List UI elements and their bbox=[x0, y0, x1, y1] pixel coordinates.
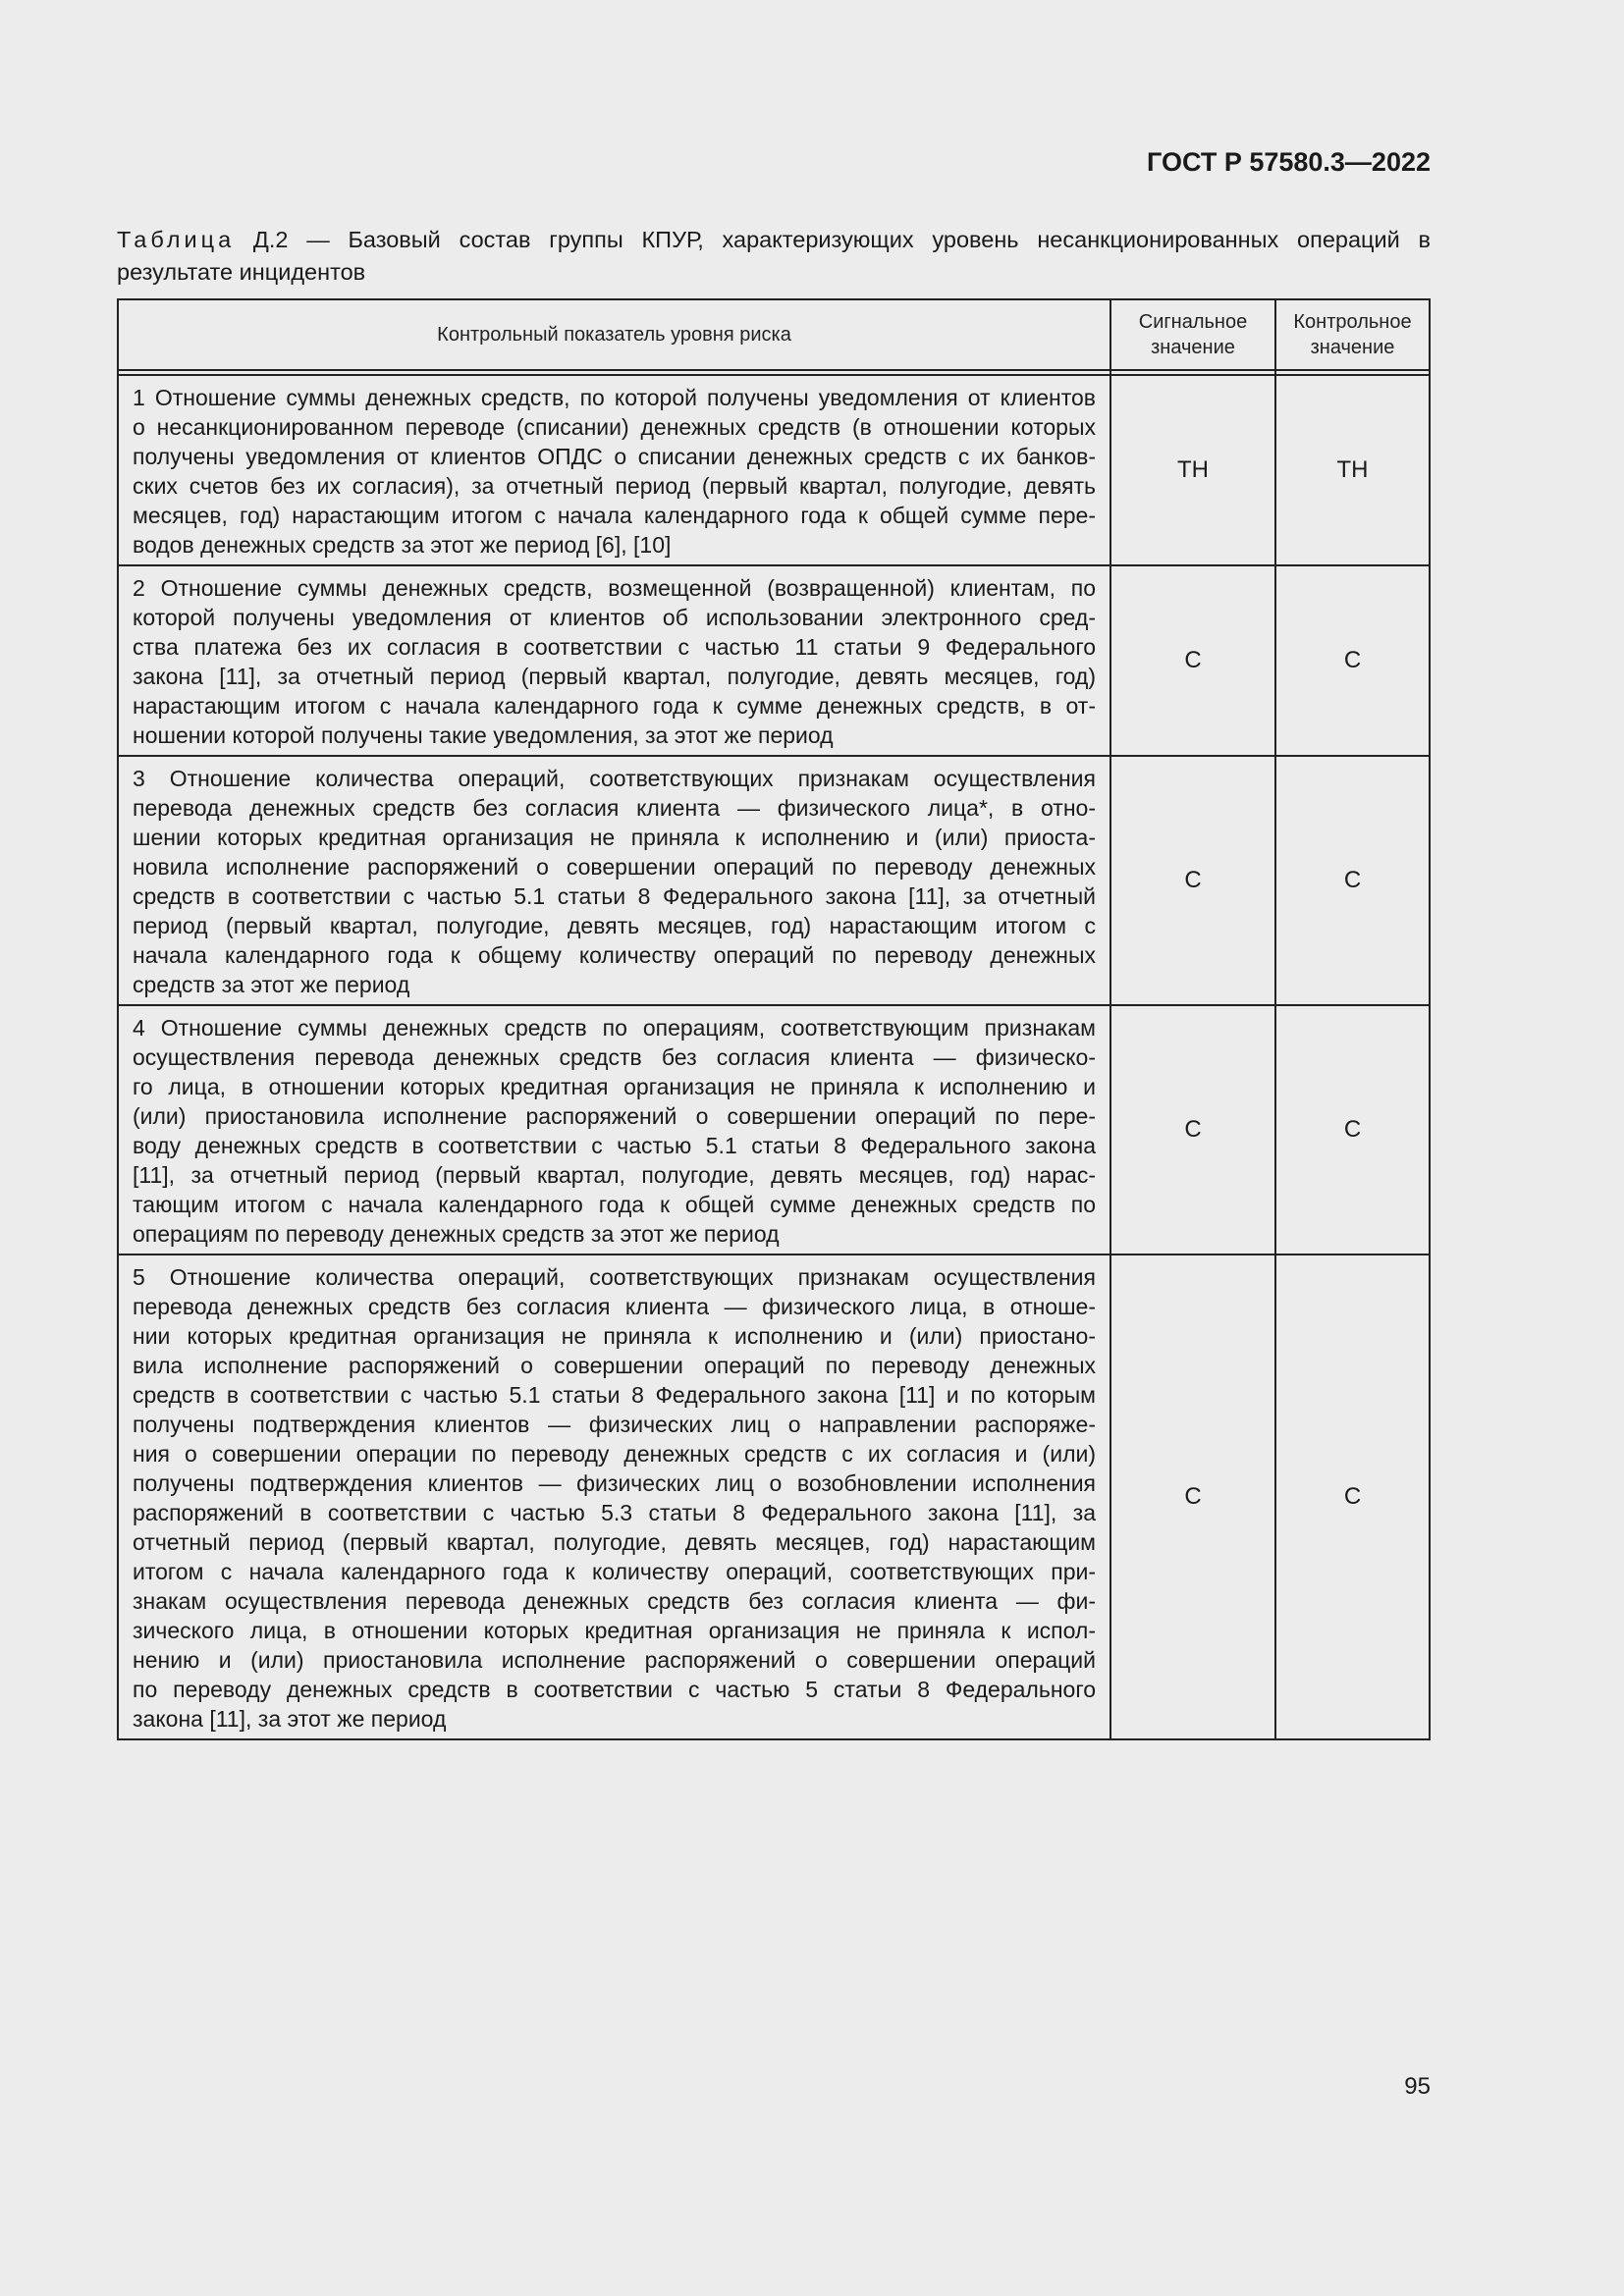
indicator-text-line: тающим итогом с начала календарного года к общей сумме денежных средств по bbox=[133, 1192, 1096, 1217]
indicator-text-line: зического лица, в отношении которых кредитная организация не приняла к испол- bbox=[133, 1618, 1096, 1643]
control-value-cell: С bbox=[1275, 1255, 1430, 1739]
indicator-text-line: воду денежных средств в соответствии с частью 5.1 статьи 8 Федерального закона bbox=[133, 1133, 1096, 1158]
column-header-signal: Сигнальное значение bbox=[1110, 299, 1275, 370]
indicator-text-line: ния о совершении операции по переводу денежных средств с их согласия и (или) bbox=[133, 1441, 1096, 1467]
column-header-control: Контрольное значение bbox=[1275, 299, 1430, 370]
indicator-text-line: осуществления перевода денежных средств без согласия клиента — физическо- bbox=[133, 1044, 1096, 1070]
control-value-cell: С bbox=[1275, 1005, 1430, 1255]
indicator-text-line: отчетный период (первый квартал, полугодие, девять месяцев, год) нарастающим bbox=[133, 1529, 1096, 1555]
indicator-text-line: 1 Отношение суммы денежных средств, по которой получены уведомления от клиентов bbox=[133, 385, 1096, 410]
indicator-text-line: получены уведомления от клиентов ОПДС о списании денежных средств с их банков- bbox=[133, 444, 1096, 469]
indicator-text-line: перевода денежных средств без согласия клиента — физического лица, в отноше- bbox=[133, 1294, 1096, 1319]
indicator-text-line: знакам осуществления перевода денежных средств без согласия клиента — фи- bbox=[133, 1588, 1096, 1614]
indicator-text-line: период (первый квартал, полугодие, девять месяцев, год) нарастающим итогом с bbox=[133, 913, 1096, 938]
signal-value-cell: С bbox=[1110, 1005, 1275, 1255]
indicator-text-line: распоряжений в соответствии с частью 5.3 статьи 8 Федерального закона [11], за bbox=[133, 1500, 1096, 1525]
indicator-text-line: шении которых кредитная организация не приняла к исполнению и (или) приоста- bbox=[133, 825, 1096, 850]
control-value-cell: ТН bbox=[1275, 375, 1430, 565]
indicator-text-line: [11], за отчетный период (первый квартал, полугодие, девять месяцев, год) нарас- bbox=[133, 1162, 1096, 1188]
indicator-text-line: закона [11], за отчетный период (первый квартал, полугодие, девять месяцев, год) bbox=[133, 664, 1096, 689]
indicator-text-line: вила исполнение распоряжений о совершении операций по переводу денежных bbox=[133, 1353, 1096, 1378]
indicator-text-line: закона [11], за этот же период bbox=[133, 1706, 447, 1732]
control-value-cell: С bbox=[1275, 565, 1430, 756]
indicator-text-line: (или) приостановила исполнение распоряжений о совершении операций по пере- bbox=[133, 1103, 1096, 1129]
indicator-text-line: месяцев, год) нарастающим итогом с начала календарного года к общей сумме пере- bbox=[133, 503, 1096, 528]
indicator-text-line: средств в соответствии с частью 5.1 статьи 8 Федерального закона [11] и по которым bbox=[133, 1382, 1096, 1408]
indicator-text-line: 5 Отношение количества операций, соответствующих признакам осуществления bbox=[133, 1264, 1096, 1290]
indicator-text-line: новила исполнение распоряжений о совершении операций по переводу денежных bbox=[133, 854, 1096, 880]
indicator-text-line: начала календарного года к общему количеству операций по переводу денежных bbox=[133, 942, 1096, 968]
table-row bbox=[118, 756, 1430, 1005]
indicator-text-line: получены подтверждения клиентов — физических лиц о направлении распоряже- bbox=[133, 1412, 1096, 1437]
indicator-text-line: нии которых кредитная организация не приняла к исполнению и (или) приостано- bbox=[133, 1323, 1096, 1349]
indicator-text-line: итогом с начала календарного года к количеству операций, соответствующих при- bbox=[133, 1559, 1096, 1584]
indicator-cell bbox=[118, 1005, 1110, 1255]
indicator-text-line: го лица, в отношении которых кредитная организация не приняла к исполнению и bbox=[133, 1074, 1096, 1099]
table-header-row bbox=[118, 299, 1430, 370]
indicator-cell bbox=[118, 565, 1110, 756]
page-number: 95 bbox=[1404, 2073, 1431, 2100]
indicator-text-line: ства платежа без их согласия в соответствии с частью 11 статьи 9 Федерального bbox=[133, 634, 1096, 660]
signal-value-cell: С bbox=[1110, 756, 1275, 1005]
indicator-cell bbox=[118, 375, 1110, 565]
indicator-text-line: водов денежных средств за этот же период [6], [10] bbox=[133, 532, 672, 558]
indicator-text-line: по переводу денежных средств в соответствии с частью 5 статьи 8 Федерального bbox=[133, 1677, 1096, 1702]
indicator-text-line: перевода денежных средств без согласия клиента — физического лица*, в отно- bbox=[133, 795, 1096, 821]
table-row bbox=[118, 565, 1430, 756]
indicator-text-line: операциям по переводу денежных средств за этот же период bbox=[133, 1221, 780, 1247]
indicator-text-line: 2 Отношение суммы денежных средств, возмещенной (возвращенной) клиентам, по bbox=[133, 575, 1096, 601]
indicator-text-line: средств в соответствии с частью 5.1 статьи 8 Федерального закона [11], за отчетный bbox=[133, 883, 1096, 909]
caption-text-2: результате инцидентов bbox=[117, 259, 366, 285]
indicator-text-line: 4 Отношение суммы денежных средств по операциям, соответствующим признакам bbox=[133, 1015, 1096, 1041]
standard-number: ГОСТ Р 57580.3—2022 bbox=[1147, 147, 1431, 177]
indicator-text-line: о несанкционированном переводе (списании) денежных средств (в отношении которых bbox=[133, 414, 1096, 440]
caption-text: Д.2 — Базовый состав группы КПУР, характеризующих уровень несанкционированных операций в bbox=[235, 227, 1431, 252]
table-row bbox=[118, 1255, 1430, 1739]
indicator-text-line: ских счетов без их согласия), за отчетный период (первый квартал, полугодие, девять bbox=[133, 473, 1096, 499]
indicator-text-line: нению и (или) приостановила исполнение распоряжений о совершении операций bbox=[133, 1647, 1096, 1673]
indicator-text-line: нарастающим итогом с начала календарного года к сумме денежных средств, в от- bbox=[133, 693, 1096, 719]
signal-value-cell: С bbox=[1110, 565, 1275, 756]
kpur-table bbox=[117, 298, 1431, 1740]
signal-value-cell: С bbox=[1110, 1255, 1275, 1739]
indicator-text-line: 3 Отношение количества операций, соответствующих признакам осуществления bbox=[133, 766, 1096, 791]
indicator-text-line: получены подтверждения клиентов — физических лиц о возобновлении исполнения bbox=[133, 1470, 1096, 1496]
indicator-text-line: которой получены уведомления от клиентов об использовании электронного сред- bbox=[133, 605, 1096, 630]
table-row bbox=[118, 375, 1430, 565]
indicator-text-line: ношении которой получены такие уведомления, за этот же период bbox=[133, 722, 834, 748]
table-caption bbox=[117, 224, 1431, 289]
signal-value-cell: ТН bbox=[1110, 375, 1275, 565]
indicator-cell bbox=[118, 1255, 1110, 1739]
control-value-cell: С bbox=[1275, 756, 1430, 1005]
caption-label: Таблица bbox=[117, 227, 236, 252]
indicator-text-line: средств за этот же период bbox=[133, 972, 410, 997]
indicator-cell bbox=[118, 756, 1110, 1005]
table-row bbox=[118, 1005, 1430, 1255]
column-header-indicator: Контрольный показатель уровня риска bbox=[118, 299, 1110, 370]
